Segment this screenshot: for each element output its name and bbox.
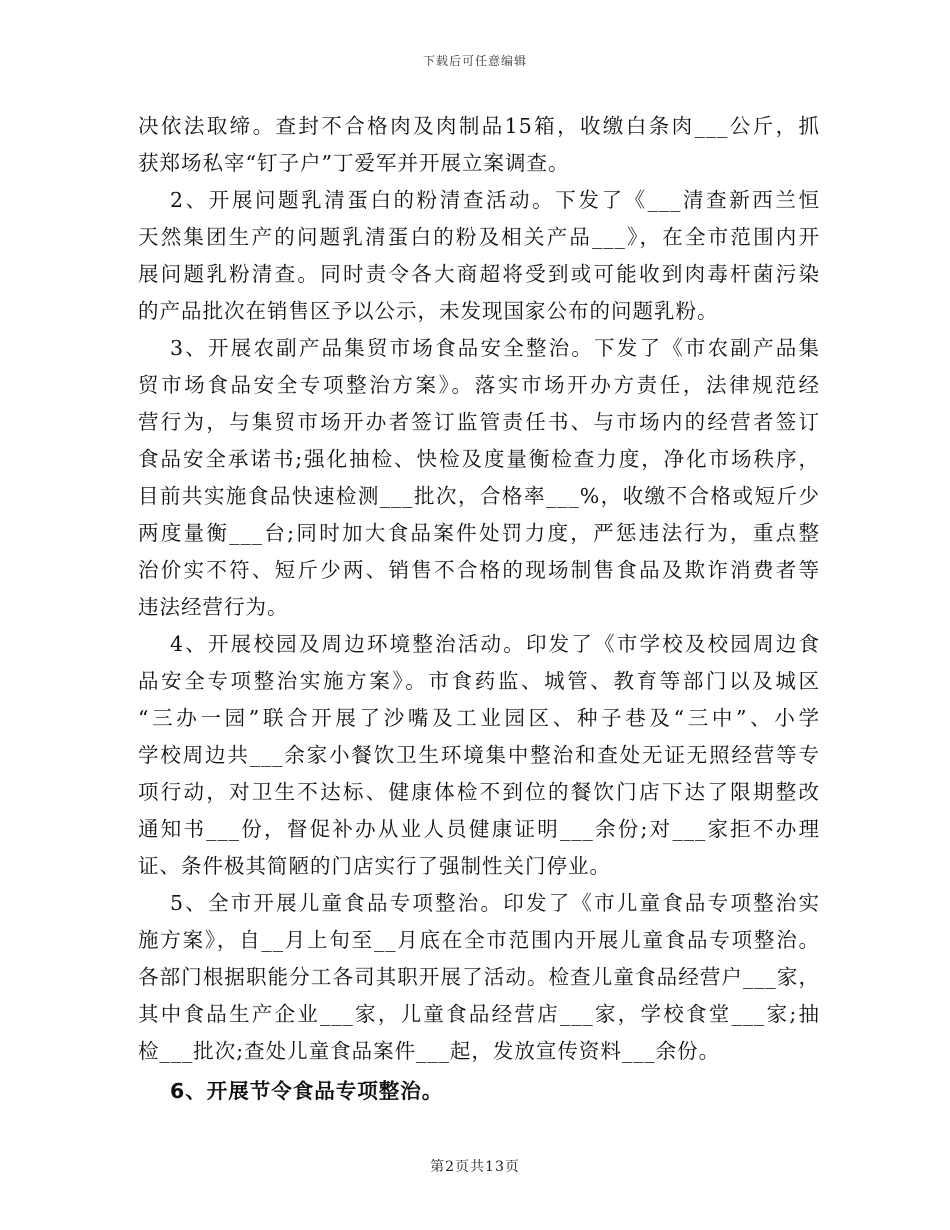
text-line: 通知书___份，督促补办从业人员健康证明___余份;对___家拒不办理 [138, 817, 820, 841]
section-heading-6: 6、开展节令食品专项整治。 [170, 1079, 444, 1103]
paragraph-4-start: 4、开展校园及周边环境整治活动。印发了《市学校及校园周边食 [170, 632, 820, 656]
text-line: 项行动，对卫生不达标、健康体检不到位的餐饮门店下达了限期整改 [138, 780, 820, 804]
text-line: 两度量衡___台;同时加大食品案件处罚力度，严惩违法行为，重点整 [138, 521, 820, 545]
text-line: “三办一园”联合开展了沙嘴及工业园区、种子巷及“三中”、小学 [138, 706, 820, 730]
text-line: 检___批次;查处儿童食品案件___起，发放宣传资料___余份。 [138, 1039, 721, 1063]
text-line: 施方案》，自__月上旬至__月底在全市范围内开展儿童食品专项整治。 [138, 928, 820, 952]
text-line: 证、条件极其简陋的门店实行了强制性关门停业。 [138, 854, 611, 878]
text-line: 天然集团生产的问题乳清蛋白的粉及相关产品___》，在全市范围内开 [138, 225, 820, 249]
text-line: 贸市场食品安全专项整治方案》。落实市场开办方责任，法律规范经 [138, 373, 820, 397]
paragraph-5-start: 5、全市开展儿童食品专项整治。印发了《市儿童食品专项整治实 [170, 891, 820, 915]
text-line: 获郑场私宰“钉子户”丁爱军并开展立案调查。 [138, 151, 570, 175]
text-line: 决依法取缔。查封不合格肉及肉制品15箱，收缴白条肉___公斤，抓 [138, 114, 820, 138]
text-line: 营行为，与集贸市场开办者签订监管责任书、与市场内的经营者签订 [138, 410, 820, 434]
text-line: 违法经营行为。 [138, 595, 289, 619]
text-line: 食品安全承诺书;强化抽检、快检及度量衡检查力度，净化市场秩序， [138, 447, 820, 471]
text-line: 学校周边共___余家小餐饮卫生环境集中整治和查处无证无照经营等专 [138, 743, 820, 767]
page-header: 下载后可任意编辑 [422, 54, 527, 68]
document-body [138, 108, 820, 1110]
text-line: 其中食品生产企业___家，儿童食品经营店___家，学校食堂___家;抽 [138, 1002, 820, 1026]
page-footer: 第2页共13页 [430, 1159, 520, 1175]
text-line: 品安全专项整治实施方案》。市食药监、城管、教育等部门以及城区 [138, 669, 820, 693]
text-line: 各部门根据职能分工各司其职开展了活动。检查儿童食品经营户___家， [138, 965, 820, 989]
text-line: 的产品批次在销售区予以公示，未发现国家公布的问题乳粉。 [138, 299, 719, 323]
paragraph-3-start: 3、开展农副产品集贸市场食品安全整治。下发了《市农副产品集 [170, 336, 820, 360]
text-line: 治价实不符、短斤少两、销售不合格的现场制售食品及欺诈消费者等 [138, 558, 820, 582]
paragraph-2-start: 2、开展问题乳清蛋白的粉清查活动。下发了《___清查新西兰恒 [170, 188, 820, 212]
text-line: 展问题乳粉清查。同时责令各大商超将受到或可能收到肉毒杆菌污染 [138, 262, 820, 286]
text-line: 目前共实施食品快速检测___批次，合格率___%，收缴不合格或短斤少 [138, 484, 820, 508]
